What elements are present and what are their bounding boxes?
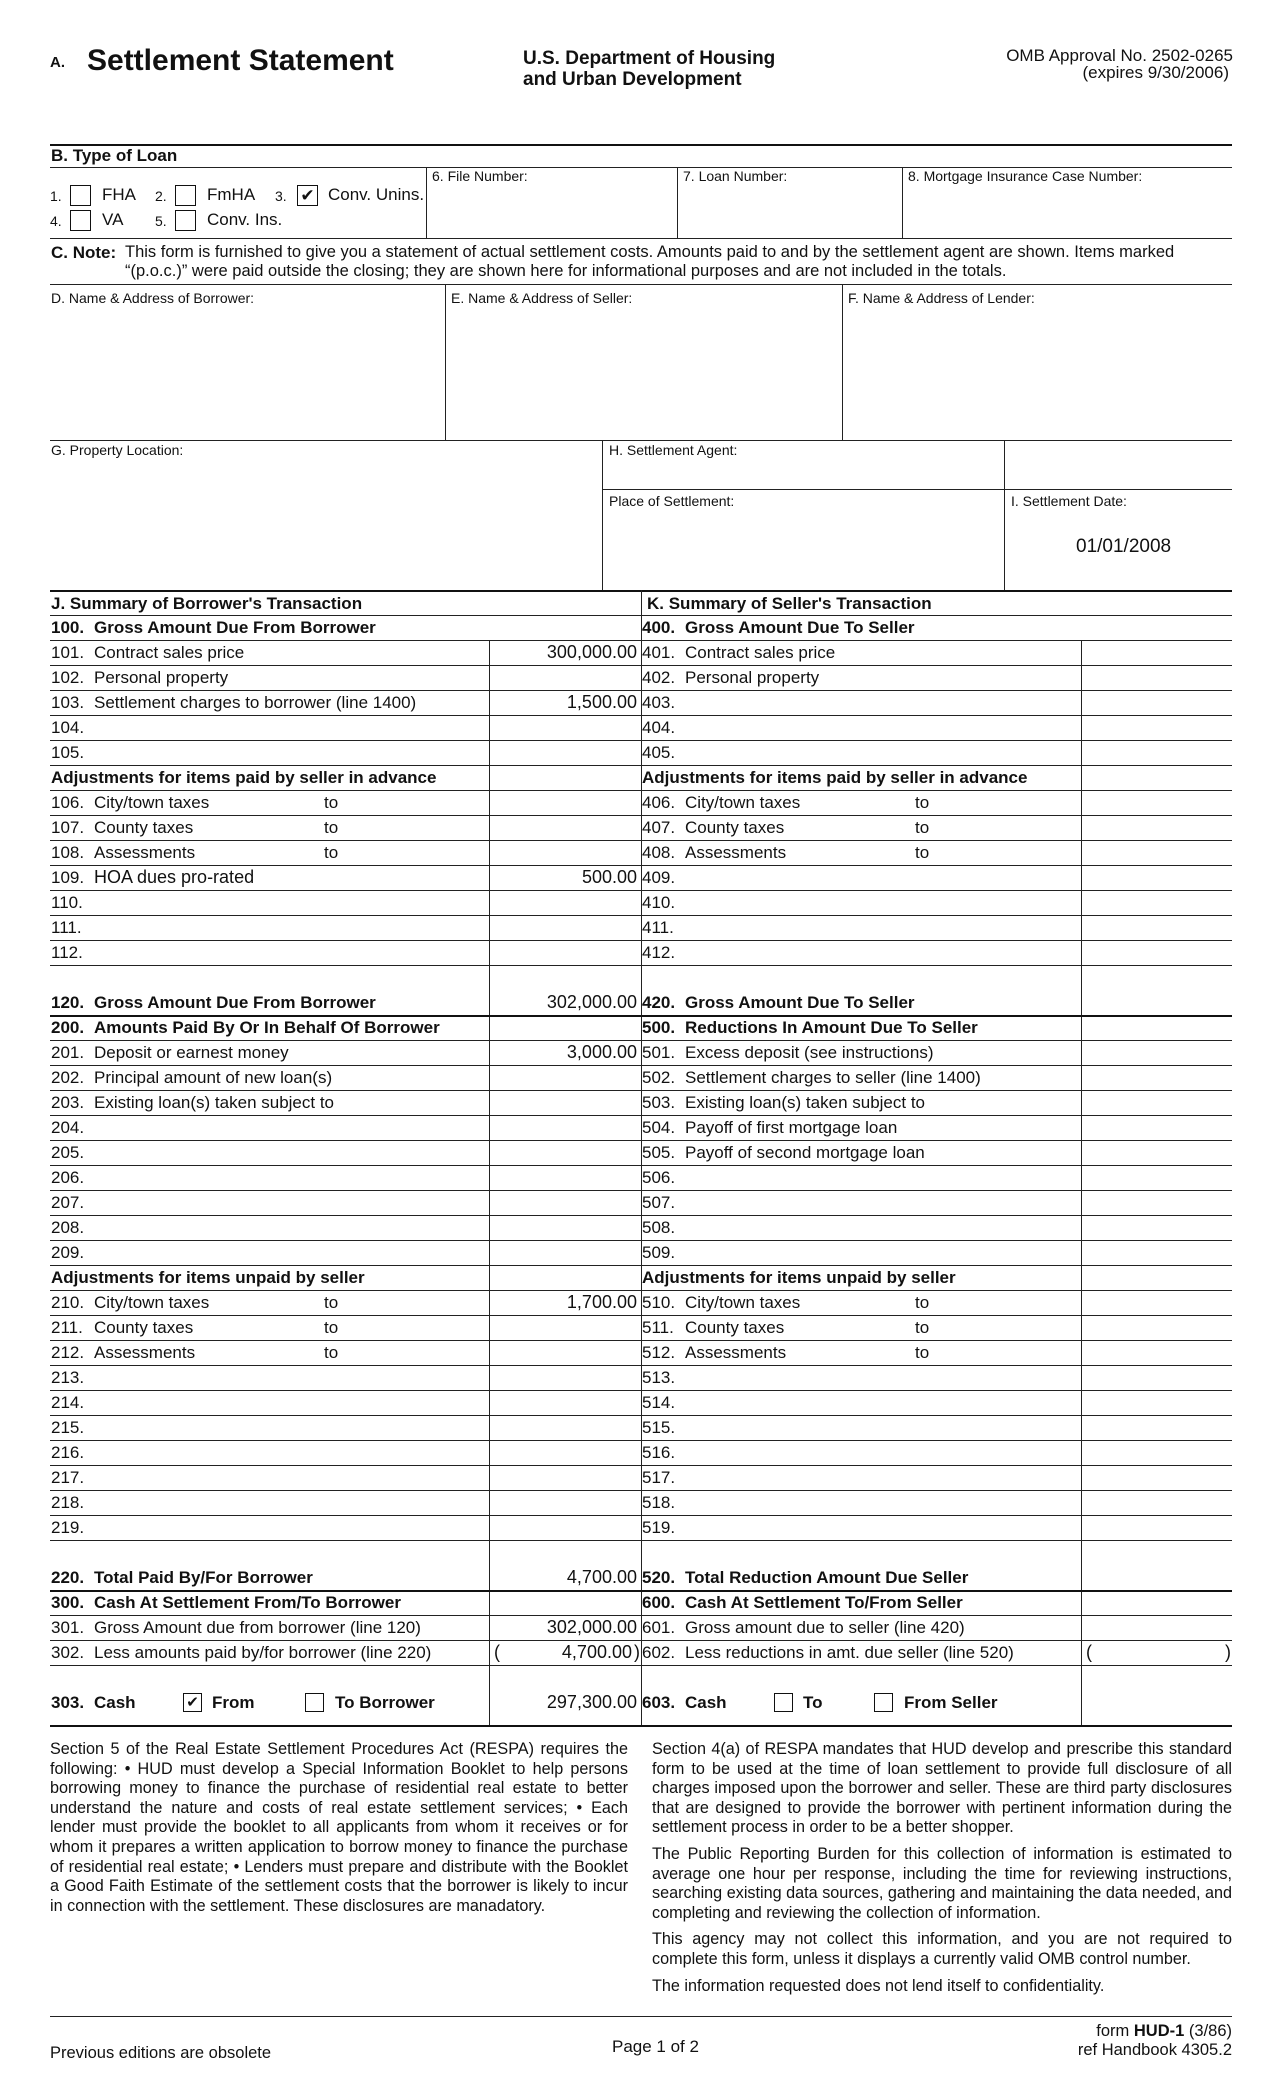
- property-location-label: G. Property Location:: [51, 442, 184, 458]
- seller-row-number: 517.: [642, 1468, 676, 1487]
- borrower-row-number: 212.: [51, 1343, 85, 1362]
- seller-row-label: Reductions In Amount Due To Seller: [685, 1018, 978, 1037]
- seller-row-label: Less reductions in amt. due seller (line 520): [685, 1643, 1014, 1662]
- borrower-row-amount: 302,000.00: [546, 1617, 637, 1637]
- borrower-row-number: 300.: [51, 1593, 85, 1612]
- borrower-row-amount: 297,300.00: [546, 1692, 637, 1712]
- loan-type-checkbox-conv-ins[interactable]: [175, 210, 196, 231]
- seller-row-label: Assessments: [685, 1343, 787, 1362]
- borrower-row-number: 209.: [51, 1243, 85, 1262]
- department-line2: and Urban Development: [523, 69, 742, 90]
- borrower-row-number: 301.: [51, 1618, 85, 1637]
- borrower-row-label: Cash: [94, 1693, 136, 1712]
- loan-type-checkbox-conv-unins[interactable]: ✔: [297, 185, 318, 206]
- seller-row-number: 513.: [642, 1368, 676, 1387]
- seller-row-label: Cash: [685, 1693, 727, 1712]
- loan-type-label: FHA: [102, 185, 136, 204]
- page-number: Page 1 of 2: [612, 2037, 699, 2056]
- loan-type-heading: B. Type of Loan: [51, 146, 178, 165]
- borrower-row-amount: 4,700.00: [561, 1642, 632, 1662]
- borrower-row-label: Adjustments for items unpaid by seller: [51, 1268, 365, 1287]
- seller-row-number: 602.: [642, 1643, 676, 1662]
- borrower-row-number: 200.: [51, 1018, 85, 1037]
- borrower-row-number: 220.: [51, 1568, 85, 1587]
- cash-from-seller-checkbox[interactable]: [874, 1693, 893, 1712]
- seller-row-label: Existing loan(s) taken subject to: [685, 1093, 926, 1112]
- seller-row-label: Payoff of second mortgage loan: [685, 1143, 925, 1162]
- seller-row-label: Settlement charges to seller (line 1400): [685, 1068, 981, 1087]
- seller-row-label: Total Reduction Amount Due Seller: [685, 1568, 969, 1587]
- seller-row-label: Adjustments for items unpaid by seller: [642, 1268, 956, 1287]
- seller-row-number: 502.: [642, 1068, 676, 1087]
- borrower-row-number: 208.: [51, 1218, 85, 1237]
- seller-row-number: 412.: [642, 943, 676, 962]
- seller-row-number: 516.: [642, 1443, 676, 1462]
- loan-type-checkbox-fha[interactable]: [70, 185, 91, 206]
- borrower-row-amount: 4,700.00: [566, 1567, 637, 1587]
- borrower-row-number: 214.: [51, 1393, 85, 1412]
- borrower-row-amount: 1,700.00: [566, 1292, 637, 1312]
- borrower-row-label: Deposit or earnest money: [94, 1043, 289, 1062]
- borrower-address-label: D. Name & Address of Borrower:: [51, 290, 255, 306]
- borrower-row-label: HOA dues pro-rated: [94, 867, 255, 887]
- seller-row-number: 506.: [642, 1168, 676, 1187]
- disclosure-paragraph: This agency may not collect this information, and you are not required to complete this form, unless it displays a currently valid OMB control number.: [652, 1930, 1232, 1968]
- borrower-row-number: 108.: [51, 843, 85, 862]
- borrower-row-to: to: [324, 1318, 339, 1337]
- seller-row-number: 503.: [642, 1093, 676, 1112]
- seller-row-label: Cash At Settlement To/From Seller: [685, 1593, 963, 1612]
- borrower-row-to: to: [324, 793, 339, 812]
- borrower-row-number: 100.: [51, 618, 85, 637]
- borrower-row-number: 207.: [51, 1193, 85, 1212]
- borrower-row-number: 216.: [51, 1443, 85, 1462]
- borrower-row-label: Personal property: [94, 668, 229, 687]
- borrower-row-label: Gross Amount Due From Borrower: [94, 993, 376, 1012]
- seller-row-to: to: [915, 843, 930, 862]
- omb-approval: OMB Approval No. 2502-0265: [1006, 46, 1233, 65]
- seller-row-label: Assessments: [685, 843, 787, 862]
- seller-row-label: Gross amount due to seller (line 420): [685, 1618, 965, 1637]
- seller-row-to: to: [915, 1343, 930, 1362]
- cash-to-checkbox[interactable]: [774, 1693, 793, 1712]
- loan-number-label: 7. Loan Number:: [683, 168, 788, 184]
- seller-row-number: 401.: [642, 643, 676, 662]
- borrower-row-label: Total Paid By/For Borrower: [94, 1568, 313, 1587]
- borrower-row-number: 203.: [51, 1093, 85, 1112]
- seller-row-label: Contract sales price: [685, 643, 836, 662]
- seller-row-to: to: [915, 1293, 930, 1312]
- borrower-row-number: 105.: [51, 743, 85, 762]
- seller-row-label: Payoff of first mortgage loan: [685, 1118, 898, 1137]
- respa-disclosure-left: [50, 1740, 628, 1923]
- borrower-row-number: 104.: [51, 718, 85, 737]
- borrower-row-number: 202.: [51, 1068, 85, 1087]
- borrower-row-number: 205.: [51, 1143, 85, 1162]
- seller-row-label: Excess deposit (see instructions): [685, 1043, 934, 1062]
- cash-option-label: From: [212, 1693, 255, 1712]
- seller-row-number: 520.: [642, 1568, 676, 1587]
- seller-row-to: to: [915, 818, 930, 837]
- borrower-row-to: to: [324, 818, 339, 837]
- seller-row-number: 405.: [642, 743, 676, 762]
- seller-row-number: 505.: [642, 1143, 676, 1162]
- borrower-row-label: Principal amount of new loan(s): [94, 1068, 333, 1087]
- seller-row-number: 509.: [642, 1243, 676, 1262]
- seller-row-number: 411.: [642, 918, 674, 937]
- disclosure-paragraph: The information requested does not lend itself to confidentiality.: [652, 1976, 1105, 1995]
- section-letter-a: A.: [50, 54, 65, 71]
- borrower-row-label: Assessments: [94, 843, 196, 862]
- loan-type-label: VA: [102, 210, 124, 229]
- borrower-row-label: Adjustments for items paid by seller in advance: [51, 768, 437, 787]
- borrower-row-number: 103.: [51, 693, 85, 712]
- department-line1: U.S. Department of Housing: [523, 48, 776, 69]
- seller-row-number: 410.: [642, 893, 676, 912]
- borrower-row-number: 219.: [51, 1518, 85, 1537]
- borrower-row-label: Amounts Paid By Or In Behalf Of Borrower: [94, 1018, 440, 1037]
- seller-address-label: E. Name & Address of Seller:: [451, 290, 633, 306]
- loan-type-label: FmHA: [207, 185, 256, 204]
- seller-row-number: 402.: [642, 668, 676, 687]
- borrower-row-number: 111.: [51, 918, 82, 937]
- loan-type-label: Conv. Unins.: [328, 185, 425, 204]
- file-number-label: 6. File Number:: [432, 168, 528, 184]
- mortgage-case-label: 8. Mortgage Insurance Case Number:: [908, 168, 1143, 184]
- borrower-row-number: 120.: [51, 993, 85, 1012]
- cash-option-label: To: [803, 1693, 823, 1712]
- borrower-row-number: 218.: [51, 1493, 85, 1512]
- loan-type-num: 4.: [50, 213, 62, 229]
- loan-type-num: 2.: [155, 188, 167, 204]
- seller-row-number: 515.: [642, 1418, 676, 1437]
- loan-type-num: 1.: [50, 188, 62, 204]
- form-name: form HUD-1 (3/86): [1096, 2022, 1232, 2040]
- loan-type-label: Conv. Ins.: [207, 210, 283, 229]
- seller-row-number: 601.: [642, 1618, 676, 1637]
- seller-row-number: 500.: [642, 1018, 676, 1037]
- borrower-row-label: Less amounts paid by/for borrower (line 220): [94, 1643, 432, 1662]
- settlement-agent-label: H. Settlement Agent:: [609, 442, 738, 458]
- borrower-row-label: Assessments: [94, 1343, 196, 1362]
- cash-option-label: To Borrower: [335, 1693, 435, 1712]
- page-title: Settlement Statement: [87, 44, 394, 77]
- loan-type-checkbox-fmha[interactable]: [175, 185, 196, 206]
- borrower-row-number: 210.: [51, 1293, 85, 1312]
- disclosure-paragraph: The Public Reporting Burden for this collection of information is estimated to average one hour per response, including the time for reviewing instructions, searching existing data sources, gathering and maintaining the data needed, and completing and reviewing the collection of information.: [652, 1844, 1232, 1922]
- borrower-row-label: Existing loan(s) taken subject to: [94, 1093, 335, 1112]
- respa-disclosure-right: [652, 1740, 1232, 2003]
- settlement-date-value: 01/01/2008: [1076, 536, 1172, 557]
- handbook-ref: ref Handbook 4305.2: [1077, 2041, 1232, 2059]
- borrower-row-label: Gross Amount Due From Borrower: [94, 618, 376, 637]
- borrower-row-to: to: [324, 1293, 339, 1312]
- borrower-row-number: 204.: [51, 1118, 85, 1137]
- borrower-row-label: Gross Amount due from borrower (line 120): [94, 1618, 421, 1637]
- seller-row-number: 514.: [642, 1393, 676, 1412]
- seller-row-label: County taxes: [685, 818, 785, 837]
- seller-row-number: 518.: [642, 1493, 676, 1512]
- borrower-row-number: 102.: [51, 668, 85, 687]
- loan-type-checkbox-va[interactable]: [70, 210, 91, 231]
- seller-row-number: 408.: [642, 843, 676, 862]
- seller-row-number: 519.: [642, 1518, 676, 1537]
- settlement-date-label: I. Settlement Date:: [1011, 493, 1127, 509]
- paren-open: (: [494, 1642, 500, 1662]
- borrower-row-amount: 1,500.00: [566, 692, 637, 712]
- seller-row-number: 507.: [642, 1193, 676, 1212]
- borrower-row-label: Settlement charges to borrower (line 1400): [94, 693, 417, 712]
- borrower-row-number: 107.: [51, 818, 85, 837]
- seller-row-number: 407.: [642, 818, 676, 837]
- seller-row-label: Gross Amount Due To Seller: [685, 618, 915, 637]
- borrower-row-number: 303.: [51, 1693, 85, 1712]
- borrower-row-label: Cash At Settlement From/To Borrower: [94, 1593, 401, 1612]
- seller-row-label: Personal property: [685, 668, 820, 687]
- borrower-row-number: 106.: [51, 793, 85, 812]
- note-line1: This form is furnished to give you a statement of actual settlement costs. Amounts paid to and by the settlement agent are shown. Items marked: [125, 243, 1175, 261]
- borrower-row-number: 101.: [51, 643, 85, 662]
- borrower-row-to: to: [324, 1343, 339, 1362]
- seller-row-number: 501.: [642, 1043, 676, 1062]
- seller-row-label: City/town taxes: [685, 793, 801, 812]
- seller-row-number: 400.: [642, 618, 676, 637]
- borrower-row-number: 109.: [51, 868, 85, 887]
- borrower-row-to: to: [324, 843, 339, 862]
- seller-row-number: 510.: [642, 1293, 676, 1312]
- seller-row-to: to: [915, 1318, 930, 1337]
- seller-row-label: Gross Amount Due To Seller: [685, 993, 915, 1012]
- lender-address-label: F. Name & Address of Lender:: [848, 290, 1035, 306]
- seller-row-number: 603.: [642, 1693, 676, 1712]
- borrower-row-number: 201.: [51, 1043, 85, 1062]
- note-line2: “(p.o.c.)” were paid outside the closing; they are shown here for informational purposes and are not included in the totals.: [125, 262, 1007, 280]
- seller-summary-title: K. Summary of Seller's Transaction: [647, 594, 932, 613]
- borrower-row-number: 215.: [51, 1418, 85, 1437]
- borrower-row-number: 112.: [51, 943, 83, 962]
- borrower-row-amount: 300,000.00: [546, 642, 637, 662]
- borrower-row-number: 211.: [51, 1318, 83, 1337]
- loan-type-num: 5.: [155, 213, 167, 229]
- borrower-row-number: 206.: [51, 1168, 85, 1187]
- borrower-row-amount: 302,000.00: [546, 992, 637, 1012]
- disclosure-paragraph: Section 4(a) of RESPA mandates that HUD develop and prescribe this standard form to be used at the time of loan settlement to provide full disclosure of all charges imposed upon the borrower and seller. These are third party disclosures that are designed to provide the borrower with pertinent information during the settlement process in order to be a better shopper.: [652, 1740, 1232, 1837]
- seller-row-number: 511.: [642, 1318, 674, 1337]
- cash-to-borrower-checkbox[interactable]: [305, 1693, 324, 1712]
- seller-row-number: 512.: [642, 1343, 676, 1362]
- borrower-row-label: City/town taxes: [94, 1293, 210, 1312]
- seller-row-number: 409.: [642, 868, 676, 887]
- seller-row-number: 600.: [642, 1593, 676, 1612]
- disclosure-paragraph: Section 5 of the Real Estate Settlement Procedures Act (RESPA) requires the following: • HUD must develop a Special Information Booklet to help persons borrowing money to finance the purchase of residential real estate to better understand the nature and costs of real estate settlement services; • Each lender must provide the booklet to all applicants from whom it receives or for whom it prepares a written application to borrow money to finance the purchase of residential real estate; • Lenders must prepare and distribute with the Booklet a Good Faith Estimate of the settlement costs that the borrower is likely to incur in connection with the settlement. These disclosures are manadatory.: [50, 1740, 628, 1915]
- borrower-row-number: 302.: [51, 1643, 85, 1662]
- cash-from-checkbox[interactable]: ✔: [183, 1693, 202, 1712]
- omb-expiry: (expires 9/30/2006): [1082, 63, 1229, 82]
- borrower-row-label: County taxes: [94, 1318, 194, 1337]
- borrower-row-label: City/town taxes: [94, 793, 210, 812]
- paren-close: ): [634, 1642, 640, 1662]
- borrower-row-label: County taxes: [94, 818, 194, 837]
- paren-open: (: [1086, 1642, 1092, 1662]
- loan-type-num: 3.: [275, 188, 287, 204]
- place-of-settlement-label: Place of Settlement:: [609, 493, 735, 509]
- borrower-row-number: 213.: [51, 1368, 85, 1387]
- borrower-row-amount: 3,000.00: [566, 1042, 637, 1062]
- seller-row-number: 404.: [642, 718, 676, 737]
- seller-row-to: to: [915, 793, 930, 812]
- borrower-row-number: 217.: [51, 1468, 85, 1487]
- borrower-row-number: 110.: [51, 893, 83, 912]
- note-label: C. Note:: [51, 243, 117, 262]
- borrower-row-label: Contract sales price: [94, 643, 245, 662]
- seller-row-label: Adjustments for items paid by seller in advance: [642, 768, 1028, 787]
- obsolete-notice: Previous editions are obsolete: [50, 2044, 272, 2062]
- seller-row-number: 420.: [642, 993, 676, 1012]
- borrower-row-amount: 500.00: [581, 867, 637, 887]
- seller-row-number: 508.: [642, 1218, 676, 1237]
- seller-row-number: 504.: [642, 1118, 676, 1137]
- paren-close: ): [1225, 1642, 1231, 1662]
- seller-row-label: County taxes: [685, 1318, 785, 1337]
- cash-option-label: From Seller: [904, 1693, 998, 1712]
- seller-row-label: City/town taxes: [685, 1293, 801, 1312]
- borrower-summary-title: J. Summary of Borrower's Transaction: [51, 594, 363, 613]
- seller-row-number: 403.: [642, 693, 676, 712]
- seller-row-number: 406.: [642, 793, 676, 812]
